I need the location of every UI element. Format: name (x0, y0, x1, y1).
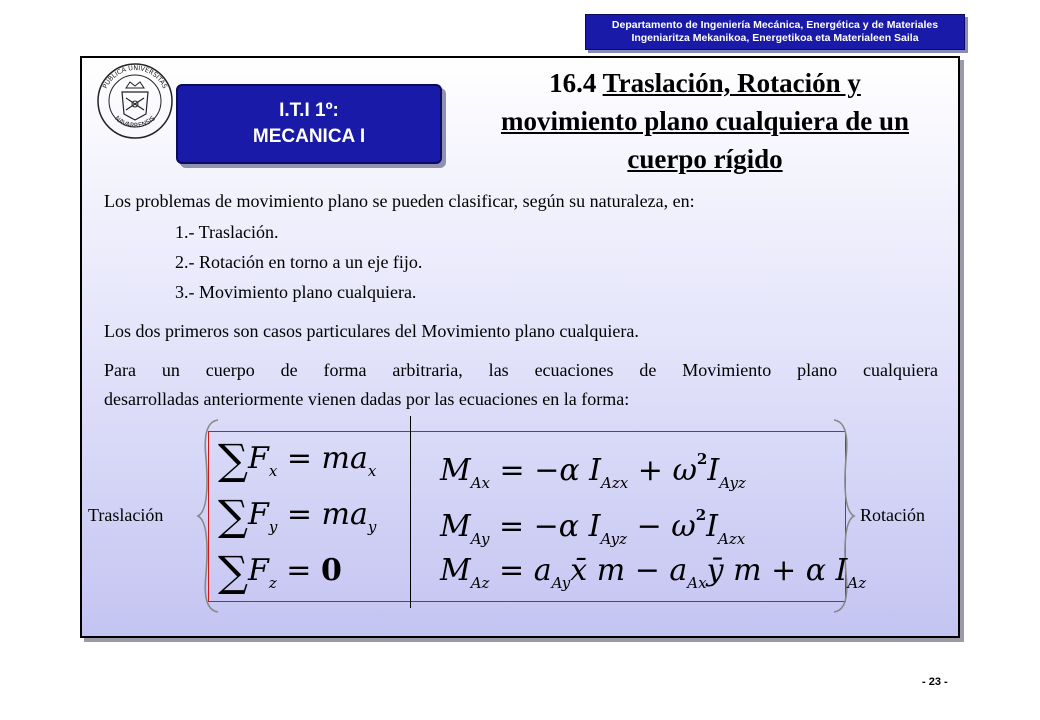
paragraph-ecuaciones-1: Para un cuerpo de forma arbitraria, las ecuaciones de Movimiento plano cualquiera (104, 360, 938, 380)
label-traslacion: Traslación (88, 505, 164, 525)
list-item-traslacion: 1.- Traslación. (175, 222, 279, 242)
title-line2: movimiento plano cualquiera de un (500, 106, 910, 136)
list-item-movimiento: 3.- Movimiento plano cualquiera. (175, 282, 417, 302)
department-name-eu: Ingeniaritza Mekanikoa, Energetikoa eta Materialeen Saila (631, 32, 919, 44)
paragraph-casos: Los dos primeros son casos particulares del Movimiento plano cualquiera. (104, 321, 639, 341)
equations-divider (410, 416, 411, 608)
title-line3: cuerpo rígido (627, 144, 783, 174)
title-line1: Traslación, Rotación y (602, 68, 861, 98)
equation-sum-fz: $\sum F_z = 0$ (218, 547, 342, 596)
title-number: 16.4 (549, 68, 597, 98)
slide-title (460, 64, 950, 178)
course-badge (176, 84, 442, 164)
equation-moment-y: $M_{Ay} = -\alpha$ $I_{Ayz} - \omega^2I_{Azx}$ (440, 506, 746, 548)
label-rotacion: Rotación (860, 505, 925, 525)
course-badge-line1: I.T.I 1º: (279, 100, 339, 121)
page-number: - 23 - (922, 676, 948, 688)
equation-moment-z: $M_{Az}$ = $a_{Ay}x̄$ $m - a_{Ax}ȳ$ m + α $I_{Az}$ (440, 553, 867, 592)
equation-sum-fx: $\sum F_x = ma_x$ (218, 435, 377, 484)
equation-moment-x: $M_{Ax} = -\alpha$ $I_{Azx} + \omega^2I_{Ayz}$ (440, 450, 746, 492)
equation-sum-fy: $\sum F_y = ma_y$ (218, 491, 377, 540)
university-seal-logo (96, 62, 174, 140)
department-header (585, 14, 965, 50)
course-badge-line2: MECANICA I (252, 126, 366, 147)
svg-text:PUBLICA UNIVERSITAS: PUBLICA UNIVERSITAS (100, 63, 170, 90)
list-item-rotacion: 2.- Rotación en torno a un eje fijo. (175, 252, 423, 272)
svg-text:NAVARRENSIS: NAVARRENSIS (113, 114, 157, 130)
paragraph-ecuaciones-2: desarrolladas anteriormente vienen dadas por las ecuaciones en la forma: (104, 389, 630, 409)
intro-text: Los problemas de movimiento plano se pueden clasificar, según su naturaleza, en: (104, 191, 695, 211)
department-name-es: Departamento de Ingeniería Mecánica, Energética y de Materiales (611, 19, 939, 31)
left-brace-icon (196, 418, 220, 614)
